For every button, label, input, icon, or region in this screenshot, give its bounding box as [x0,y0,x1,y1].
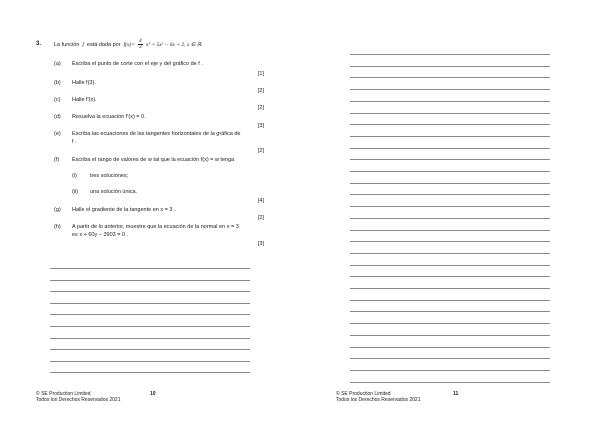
question-number: 3. [36,41,42,47]
answer-line [350,206,550,207]
part-text-f: Escriba el rango de valores de w tal que la ecuación f(x) = w tenga [72,157,235,163]
answer-line [350,171,550,172]
intro-prefix: La función [54,41,80,48]
part-text-h-cont: es x + 60y − 3903 = 0 . [72,232,129,238]
answer-line [50,326,250,327]
answer-line [350,194,550,195]
formula-lhs: f(x)= [123,41,135,48]
part-label-d: (d) [54,114,61,120]
fraction-denominator: 3 [139,45,142,50]
answer-line [350,358,550,359]
answer-line [350,124,550,125]
part-text-h: A partir de lo anterior, muestre que la ecuación de la normal en x = 3 [72,224,239,230]
answer-line [350,230,550,231]
answer-line [350,335,550,336]
answer-line [50,372,250,373]
subpart-label-i: (i) [72,173,77,179]
mark-c: [2] [257,105,264,111]
answer-line [350,323,550,324]
mark-e: [2] [257,148,264,154]
answer-line [350,370,550,371]
right-page [300,0,600,424]
answer-line [350,311,550,312]
answer-line [350,136,550,137]
part-label-a: (a) [54,61,61,67]
intro-mid: está dada por [86,41,121,48]
part-label-c: (c) [54,97,61,103]
mark-d: [3] [257,123,264,129]
formula-fraction [138,39,143,50]
answer-line [50,291,250,292]
question-intro [54,39,203,50]
part-text-b: Halle f(3). [72,80,96,86]
part-label-h: (h) [54,224,61,230]
answer-line [50,338,250,339]
mark-f: [4] [257,198,264,204]
mark-a: [1] [257,71,264,77]
answer-line [350,347,550,348]
part-text-a: Escriba el punto de corte con el eje y del gráfico de f . [72,61,203,67]
subpart-text-i: tres soluciones; [90,173,129,179]
answer-line [350,265,550,266]
answer-line [350,218,550,219]
answer-line [350,382,550,383]
answer-line [350,66,550,67]
mark-b: [2] [257,88,264,94]
part-label-g: (g) [54,207,61,213]
fraction-numerator: 4 [139,39,142,44]
answer-line [50,349,250,350]
answer-line [350,159,550,160]
answer-line [350,89,550,90]
answer-line [350,113,550,114]
answer-line [350,241,550,242]
page-number-right: 11 [453,391,459,397]
part-text-c: Halle f′(x). [72,97,97,103]
answer-line [50,303,250,304]
footer-rights: Todos los Derechos Reservados 2021 [336,397,421,403]
subpart-text-ii: una solución única. [90,189,138,195]
answer-line [350,148,550,149]
footer-copyright: © SE Production Limited [36,391,91,397]
subpart-label-ii: (ii) [72,189,79,195]
mark-g: [2] [257,215,264,221]
answer-line [350,253,550,254]
answer-line [50,268,250,269]
answer-line [350,54,550,55]
mark-h: [3] [257,241,264,247]
footer-rights: Todos los Derechos Reservados 2021 [36,397,121,403]
footer-copyright: © SE Production Limited [336,391,391,397]
answer-line [350,300,550,301]
answer-line [50,280,250,281]
answer-line [50,361,250,362]
part-label-e: (e) [54,131,61,137]
part-text-g: Halle el gradiente de la tangente en x = 3 . [72,207,176,213]
answer-line [350,288,550,289]
answer-line [350,101,550,102]
answer-line [350,77,550,78]
page-number-left: 10 [150,391,156,397]
footer-left [36,391,121,403]
answer-line [350,183,550,184]
function-letter: f [82,41,84,48]
part-text-d: Resuelva la ecuación f′(x) = 0. [72,114,146,120]
part-label-f: (f) [54,157,60,163]
part-label-b: (b) [54,80,61,86]
part-text-e: Escriba las ecuaciones de las tangentes horizontales de la gráfica de [72,131,241,137]
answer-line [50,314,250,315]
answer-line [350,276,550,277]
footer-right [336,391,421,403]
part-text-e-cont: f . [72,139,77,145]
formula-rhs: x³ + 5x² − 6x + 2, x ∈ ℝ. [145,41,203,48]
